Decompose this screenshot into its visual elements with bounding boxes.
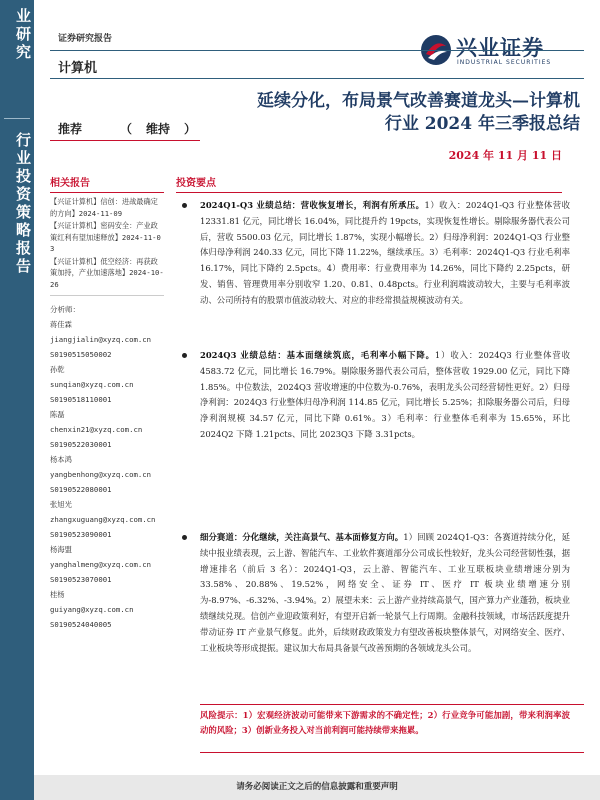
rating-label: 推荐: [58, 122, 83, 136]
key-point-lead: 2024Q1-Q3 业绩总结：营收恢复增长，利润有所承压。: [200, 200, 425, 210]
sidebar-top-text: 业研究: [14, 8, 32, 62]
rating-value: 维持: [146, 122, 171, 136]
key-point-body: 1）收入：2024Q3 行业整体营收 4583.72 亿元，同比增长 16.79%。剔除服务器代表公司后，整体营收 1929.00 亿元，同比下降 1.85%。中位数法，2024Q3 营收增速的中位数为-0.76%，表明龙头公司经营韧性更好。2）归母净利润：2024Q3 行业整体归母净利润 114.85 亿元，同比增长 5.25%；扣除服务器公司后，归母净利润规模 34.57 亿元，同比下降 0.61%。3）毛利率：行业整体毛利率为 15.65%，环比 2024Q2 下降 1.21pcts、同比 2023Q3 下降 3.31pcts。: [200, 350, 570, 439]
key-point-lead: 2024Q3 业绩总结：基本面继续筑底，毛利率小幅下降。: [200, 350, 435, 360]
analyst-email[interactable]: chenxin21@xyzq.com.cn: [50, 425, 143, 434]
analyst-name: 杨海盟: [50, 545, 72, 554]
investment-points-heading: 投资要点: [176, 178, 216, 189]
rating-open-paren: （: [120, 122, 133, 136]
analyst-email[interactable]: yangbenhong@xyzq.com.cn: [50, 470, 152, 479]
analysts-heading: 分析师：: [50, 305, 80, 314]
left-column: [50, 174, 164, 632]
key-point-bullet: [200, 348, 570, 443]
main-column: [176, 174, 562, 193]
sidebar-divider: [4, 118, 30, 119]
industry-label: 计算机: [58, 61, 98, 76]
header-rule-secondary: [50, 78, 584, 79]
key-point-body: 1）收入：2024Q1-Q3 行业整体营收 12331.81 亿元，同比增长 16.04%，同比提升约 19pcts，实现恢复性增长。剔除服务器代表公司后，营收 5500.03 亿元，同比增长 1.87%，实现小幅增长。2）归母净利润：2024Q1-Q3 行业整体归母净利润 240.33 亿元，同比下降 11.22%，继续承压。3）毛利率：2024Q1-Q3 行业毛利率 16.17%，同比下降约 2.5pcts。4）费用率：行业费用率为 14.26%，同比下降约 2.25pcts，研发、销售、管理费用率分别收窄 1.20、0.81、0.48pcts。行业利润端波动较大，主要与毛利率波动、公司所持有的股票市值波动较大、对应的非经常损益规模波动有关。: [200, 200, 570, 305]
report-title-line2: 行业 2024 年三季报总结: [384, 114, 580, 134]
analyst-name: 陈磊: [50, 410, 65, 419]
analyst-name: 蒋佳霖: [50, 320, 72, 329]
analyst-cert: S0190524040005: [50, 620, 112, 629]
analyst-cert: S0190515050002: [50, 350, 112, 359]
logo-name-en: INDUSTRIAL SECURITIES: [457, 59, 552, 66]
analyst-name: 张旭光: [50, 500, 72, 509]
company-logo: [420, 32, 592, 72]
analyst-email[interactable]: jiangjialin@xyzq.com.cn: [50, 335, 152, 344]
doc-type-label: 证券研究报告: [58, 34, 113, 44]
analyst-cert: S0190522030001: [50, 440, 112, 449]
report-title-line1: 延续分化，布局景气改善赛道龙头—计算机: [257, 91, 580, 111]
related-reports-rule: [50, 192, 164, 193]
rating-rule: [50, 140, 200, 141]
analyst-email[interactable]: yanghalmeng@xyzq.com.cn: [50, 560, 152, 569]
related-report-item[interactable]: 【兴证计算机】信创：进战最确定的方向】2024-11-09: [50, 197, 158, 218]
header-rule: [50, 50, 584, 51]
rating-close-paren: ）: [184, 122, 197, 136]
analyst-name: 杨本鸿: [50, 455, 72, 464]
analyst-email[interactable]: sunqian@xyzq.com.cn: [50, 380, 134, 389]
analyst-name: 孙乾: [50, 365, 65, 374]
analyst-name: 桂杨: [50, 590, 65, 599]
key-point-lead: 细分赛道：分化继续，关注高景气、基本面修复方向。: [200, 532, 404, 542]
key-point-bullet: [200, 530, 570, 656]
risk-rule-top: [200, 704, 584, 705]
related-report-item[interactable]: 【兴证计算机】低空经济：再获政策加持，产业加速落地】2024-10-26: [50, 256, 164, 289]
key-point-body: 1）回顾 2024Q1-Q3：各赛道持续分化，延续中报业绩表现，云上游、智能汽车、工业软件赛道部分公司成长性较好，龙头公司经营韧性强，据增速排名（前后 3 名）：2024Q1-Q3，云上游、智能汽车、工业互联板块业绩增速分别为 33.58%、20.88%、19.52%，网络安全、证券 IT、医疗 IT 板块业绩增速分别为-8.97%、-6.32%、-3.94%。2）展望未来：云上游产业持续高景气，国产算力产业蓬勃，板块业绩继续兑现。信创产业迎政策利好，有望开启新一轮景气上行周期。金融科技领域，市场活跃度提升带动证券 IT 产业景气修复。此外，后续财政政策发力有望改善板块整体景气，对网络安全、医疗、工业板块等形成提振。建议加大布局具备景气改善预期的各领域龙头公司。: [200, 532, 571, 653]
analyst-cert: S0190522080001: [50, 485, 112, 494]
related-reports-heading: 相关报告: [50, 178, 90, 189]
rating: [58, 120, 198, 137]
analyst-email[interactable]: zhangxuguang@xyzq.com.cn: [50, 515, 156, 524]
sidebar: [0, 0, 34, 800]
analyst-cert: S0190518110001: [50, 395, 112, 404]
related-report-item[interactable]: 【兴证计算机】密码安全：产业政策红利有望加速释放】2024-11-03: [50, 221, 161, 253]
report-title: [150, 90, 580, 136]
logo-name-cn: 兴业证券: [456, 36, 544, 60]
risk-warning: 风险提示：1）宏观经济波动可能带来下游需求的不确定性；2）行业竞争可能加剧，带来利润率波动的风险；3）创新业务投入对当前利润可能持续带来拖累。: [200, 710, 570, 735]
analyst-list: [50, 317, 164, 632]
analyst-email[interactable]: guiyang@xyzq.com.cn: [50, 605, 134, 614]
investment-points-rule: [176, 192, 562, 193]
report-date: 2024 年 11 月 11 日: [448, 149, 562, 162]
analyst-cert: S0190523070001: [50, 575, 112, 584]
analysts-divider: [50, 295, 164, 296]
sidebar-report-type: 行业投资策略报告: [14, 132, 32, 276]
risk-rule-bottom: [200, 752, 584, 753]
disclaimer-footer: 请务必阅读正文之后的信息披露和重要声明: [34, 775, 600, 800]
key-point-bullet: [200, 198, 570, 309]
analyst-cert: S0190523090001: [50, 530, 112, 539]
